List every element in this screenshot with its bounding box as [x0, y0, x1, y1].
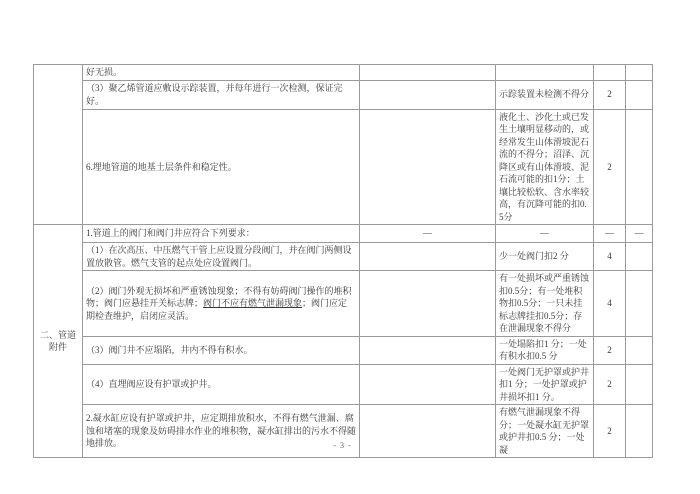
- score-cell: —: [594, 225, 626, 243]
- result-cell: [626, 109, 653, 225]
- category-cell: [34, 65, 83, 225]
- criteria-cell: 示踪装置未检测不得分: [496, 80, 594, 109]
- result-cell: [626, 271, 653, 337]
- table-row: [34, 225, 653, 243]
- score-cell: 2: [594, 109, 626, 225]
- score-cell: [594, 65, 626, 81]
- table-row: [34, 336, 653, 364]
- table-row: [34, 271, 653, 337]
- result-cell: [626, 336, 653, 364]
- method-cell: [360, 80, 496, 109]
- method-cell: [360, 271, 496, 337]
- result-cell: [626, 364, 653, 405]
- content-cell: 好无损。: [83, 65, 360, 81]
- criteria-cell: 液化土、沙化土或已发生土壤明显移动的，或经常发生山体滑坡泥石流的不得分；沼泽、沉降区或有山体滑坡、泥石流可能的扣1分；土壤比较松软、含水率较高，有沉降可能的扣0.5分: [496, 109, 594, 225]
- table-row: [34, 80, 653, 109]
- method-cell: —: [360, 225, 496, 243]
- criteria-cell: —: [496, 225, 594, 243]
- content-text: （2）阀门外观无损坏和严重锈蚀现象；不得有妨碍阀门操作的堆积物；阀门应悬挂开关标志牌；: [86, 285, 352, 308]
- method-cell: [360, 336, 496, 364]
- score-cell: 2: [594, 80, 626, 109]
- method-cell: [360, 109, 496, 225]
- content-cell: 2.凝水缸应设有护罩或护井，应定期排放积水，不得有燃气泄漏、腐蚀和堵塞的现象及妨碍排水作业的堆积物，凝水缸排出的污水不得随地排放。: [83, 405, 360, 458]
- result-cell: [626, 80, 653, 109]
- score-cell: 2: [594, 364, 626, 405]
- method-cell: [360, 243, 496, 271]
- result-cell: [626, 65, 653, 81]
- score-cell: 4: [594, 271, 626, 337]
- score-cell: 4: [594, 243, 626, 271]
- method-cell: [360, 65, 496, 81]
- criteria-cell: 一处阀门无护罩或护井扣1 分；一处护罩或护井损坏扣1 分。: [496, 364, 594, 405]
- table-row: [34, 109, 653, 225]
- content-cell: 1.管道上的阀门和阀门井应符合下列要求：: [83, 225, 360, 243]
- category-cell: 二、管道附件: [34, 225, 83, 458]
- content-cell: （3）阀门井不应塌陷，井内不得有积水。: [83, 336, 360, 364]
- score-cell: 2: [594, 336, 626, 364]
- criteria-cell: 少一处阀门扣2 分: [496, 243, 594, 271]
- content-cell: （1）在次高压、中压燃气干管上应设置分段阀门，并在阀门两侧设置放散管。燃气支管的起点处应设置阀门。: [83, 243, 360, 271]
- criteria-cell: 一处塌陷扣1 分；一处有积水扣0.5 分: [496, 336, 594, 364]
- table-row: [34, 65, 653, 81]
- criteria-cell: 有一处损坏或严重锈蚀扣0.5分；有一处堆积物扣0.5分；一只未挂标志牌挂扣0.5分；存在泄漏现象不得分: [496, 271, 594, 337]
- page-number: - 3 -: [333, 441, 352, 450]
- content-cell: 6.埋地管道的地基土层条件和稳定性。: [83, 109, 360, 225]
- method-cell: [360, 364, 496, 405]
- result-cell: [626, 243, 653, 271]
- content-cell: [83, 271, 360, 337]
- content-text: ；阀门应定期检查维护，启闭应灵活。: [86, 298, 348, 321]
- content-cell: （3）聚乙烯管道应敷设示踪装置，并每年进行一次检测，保证完好。: [83, 80, 360, 109]
- criteria-cell: [496, 65, 594, 81]
- content-cell: （4）直埋阀应设有护罩或护井。: [83, 364, 360, 405]
- inspection-table: [33, 64, 653, 458]
- result-cell: —: [626, 225, 653, 243]
- underlined-text: 阀门不应有燃气泄漏现象: [203, 298, 303, 308]
- table-row: [34, 364, 653, 405]
- criteria-cell: 有燃气泄漏现象不得分；一处凝水缸无护罩或护井扣0.5 分；一处凝: [496, 405, 594, 458]
- score-cell: 2: [594, 405, 626, 458]
- table-row: [34, 243, 653, 271]
